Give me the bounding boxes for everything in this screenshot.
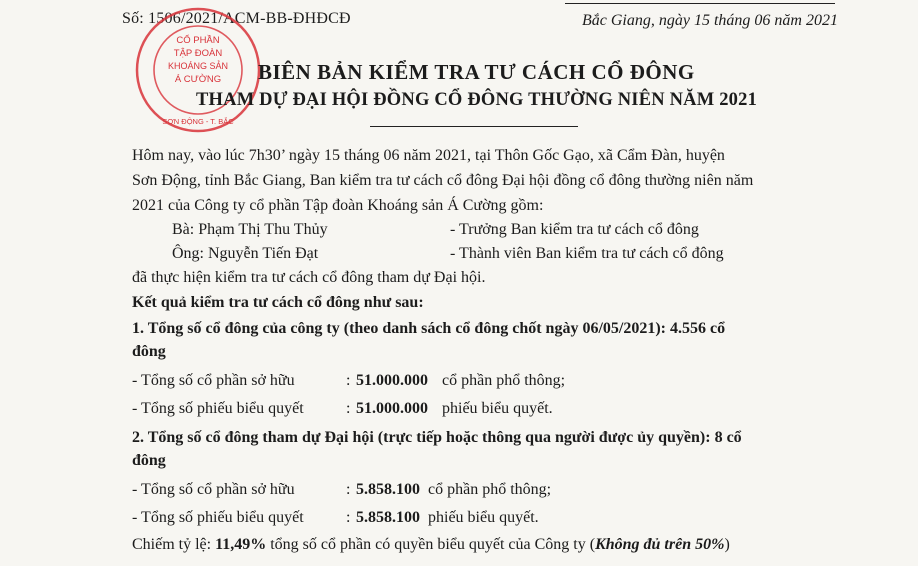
- intro-line2: Sơn Động, tỉnh Bắc Giang, Ban kiểm tra tư cách cổ đông Đại hội đồng cổ đông thường niên năm: [132, 172, 754, 189]
- ratio-middle: tổng số cổ phần có quyền biểu quyết của Công ty (: [270, 536, 596, 553]
- member-role: - Thành viên Ban kiểm tra tư cách cổ đông: [450, 245, 724, 262]
- row-unit: cổ phần phổ thông;: [442, 372, 566, 389]
- header-rule: [565, 3, 835, 4]
- document-number: Số: 1506/2021/ACM-BB-ĐHĐCĐ: [122, 10, 351, 27]
- section2-heading-line1: 2. Tổng số cổ đông tham dự Đại hội (trực tiếp hoặc thông qua người được ủy quyền): 8 cổ: [132, 429, 742, 446]
- seal-text-line4: Á CƯỜNG: [174, 74, 222, 85]
- section1-heading-line1: 1. Tổng số cổ đông của công ty (theo danh sách cổ đông chốt ngày 06/05/2021): 4.556 cổ: [132, 320, 726, 337]
- document-title-line2: THAM DỰ ĐẠI HỘI ĐỒNG CỔ ĐÔNG THƯỜNG NIÊN NĂM 2021: [196, 90, 758, 110]
- ratio-value: 11,49%: [215, 536, 267, 553]
- row-unit: phiếu biểu quyết.: [428, 509, 539, 526]
- row-separator: :: [346, 372, 351, 389]
- seal-text-line1: CỔ PHẦN: [176, 35, 220, 46]
- intro-line1: Hôm nay, vào lúc 7h30’ ngày 15 tháng 06 năm 2021, tại Thôn Gốc Gạo, xã Cẩm Đàn, huyện: [132, 147, 725, 164]
- row-value: 51.000.000: [356, 372, 428, 389]
- date-line: Bắc Giang, ngày 15 tháng 06 năm 2021: [582, 12, 838, 29]
- after-members-line: đã thực hiện kiểm tra tư cách cổ đông tham dự Đại hội.: [132, 269, 486, 286]
- ratio-suffix: ): [724, 536, 730, 553]
- member-name: Ông: Nguyễn Tiến Đạt: [172, 245, 319, 262]
- row-separator: :: [346, 400, 351, 417]
- ratio-note: Không đủ trên 50%: [595, 536, 725, 553]
- ratio-prefix: Chiếm tỷ lệ:: [132, 536, 212, 553]
- row-separator: :: [346, 481, 351, 498]
- member-name: Bà: Phạm Thị Thu Thủy: [172, 221, 328, 238]
- section1-heading-line2: đông: [132, 343, 166, 360]
- row-label: - Tổng số cổ phần sở hữu: [132, 481, 295, 498]
- ratio-line: [132, 536, 730, 554]
- row-label: - Tổng số phiếu biểu quyết: [132, 509, 304, 526]
- row-value: 5.858.100: [356, 509, 420, 526]
- title-underline: [370, 126, 578, 127]
- row-value: 5.858.100: [356, 481, 420, 498]
- row-label: - Tổng số phiếu biểu quyết: [132, 400, 304, 417]
- row-value: 51.000.000: [356, 400, 428, 417]
- seal-text-line2: TẬP ĐOÀN: [173, 48, 223, 59]
- row-unit: phiếu biểu quyết.: [442, 400, 553, 417]
- row-label: - Tổng số cổ phần sở hữu: [132, 372, 295, 389]
- member-role: - Trưởng Ban kiểm tra tư cách cổ đông: [450, 221, 699, 238]
- results-heading: Kết quả kiểm tra tư cách cổ đông như sau:: [132, 294, 424, 311]
- row-separator: :: [346, 509, 351, 526]
- document-title-line1: BIÊN BẢN KIỂM TRA TƯ CÁCH CỔ ĐÔNG: [258, 60, 695, 84]
- company-seal-stamp: [131, 6, 265, 134]
- seal-ring-text: SƠN ĐỘNG - T. BẮC: [162, 117, 234, 126]
- intro-line3: 2021 của Công ty cổ phần Tập đoàn Khoáng sản Á Cường gồm:: [132, 197, 544, 214]
- row-unit: cổ phần phổ thông;: [428, 481, 552, 498]
- seal-text-line3: KHOÁNG SẢN: [167, 61, 229, 71]
- section2-heading-line2: đông: [132, 452, 166, 469]
